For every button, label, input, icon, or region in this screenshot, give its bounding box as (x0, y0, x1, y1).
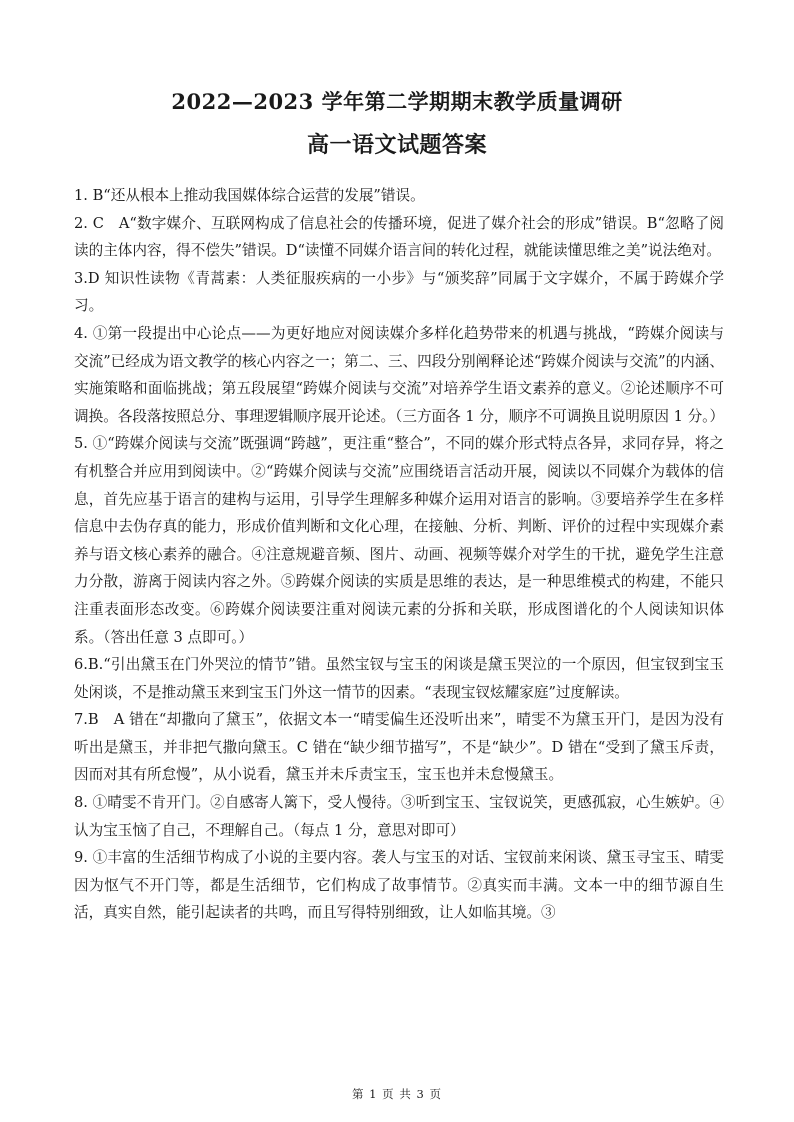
document-subtitle: 高一语文试题答案 (306, 132, 487, 158)
answer-2: 2. C A“数字媒介、互联网构成了信息社会的传播环境，促进了媒介社会的形成”错误。B“忽略了阅读的主体内容，得不偿失”错误。D“读懂不同媒介语言间的转化过程，就能读懂思维之美”说法绝对。 (74, 214, 724, 260)
answer-9: 9. ①丰富的生活细节构成了小说的主要内容。袭人与宝玉的对话、宝钗前来闲谈、黛玉寻宝玉、晴雯因为怄气不开门等，都是生活细节，它们构成了故事情节。②真实而丰满。文本一中的细节源自生活，真实自然，能引起读者的共鸣，而且写得特别细致，让人如临其境。③ (74, 849, 724, 922)
answer-5: 5. ①“跨媒介阅读与交流”既强调“跨越”，更注重“整合”，不同的媒介形式特点各异，求同存异，将之有机整合并应用到阅读中。②“跨媒介阅读与交流”应围绕语言活动开展，阅读以不同媒介为载体的信息，首先应基于语言的建构与运用，引导学生理解多种媒介运用对语言的影响。③要培养学生在多样信息中去伪存真的能力，形成价值判断和文化心理，在接触、分析、判断、评价的过程中实现媒介素养与语文核心素养的融合。④注意规避音频、图片、动画、视频等媒介对学生的干扰，避免学生注意力分散，游离于阅读内容之外。⑤跨媒介阅读的实质是思维的表达，是一种思维模式的构建，不能只注重表面形态改变。⑥跨媒介阅读要注重对阅读元素的分拆和关联，形成图谱化的个人阅读知识体系。（答出任意 3 点即可。） (74, 435, 724, 646)
answer-6: 6.B.“引出黛玉在门外哭泣的情节”错。虽然宝钗与宝玉的闲谈是黛玉哭泣的一个原因，但宝钗到宝玉处闲谈，不是推动黛玉来到宝玉门外这一情节的因素。“表现宝钗炫耀家庭”过度解读。 (74, 656, 724, 701)
answer-4: 4. ①第一段提出中心论点——为更好地应对阅读媒介多样化趋势带来的机遇与挑战，“跨媒介阅读与交流”已经成为语文教学的核心内容之一；第二、三、四段分别阐释论述“跨媒介阅读与交流”的内涵、实施策略和面临挑战；第五段展望“跨媒介阅读与交流”对培养学生语文素养的意义。②论述顺序不可调换。各段落按照总分、事理逻辑顺序展开论述。（三方面各 1 分，顺序不可调换且说明原因 1 分。） (74, 324, 725, 425)
document-title: 2022—2023 学年第二学期期末教学质量调研 (171, 89, 623, 114)
answer-7: 7.B A 错在“却撒向了黛玉”，依据文本一“晴雯偏生还没听出来”，晴雯不为黛玉开门，是因为没有听出是黛玉，并非把气撒向黛玉。C 错在“缺少细节描写”，不是“缺少”。D 错在“受到了黛玉斥责，因而对其有所怠慢”，从小说看，黛玉并未斥责宝玉，宝玉也并未怠慢黛玉。 (74, 711, 724, 784)
answer-list (74, 182, 724, 927)
answer-8: 8. ①晴雯不肯开门。②自感寄人篱下，受人慢待。③听到宝玉、宝钗说笑，更感孤寂，心生嫉妒。④认为宝玉恼了自己，不理解自己。（每点 1 分，意思对即可） (74, 794, 724, 839)
answer-3: 3.D 知识性读物《青蒿素：人类征服疾病的一小步》与“颁奖辞”同属于文字媒介，不属于跨媒介学习。 (74, 269, 724, 315)
page-footer: 第 1 页 共 3 页 (352, 1087, 442, 1101)
answer-1: 1. B“还从根本上推动我国媒体综合运营的发展”错误。 (74, 187, 425, 204)
